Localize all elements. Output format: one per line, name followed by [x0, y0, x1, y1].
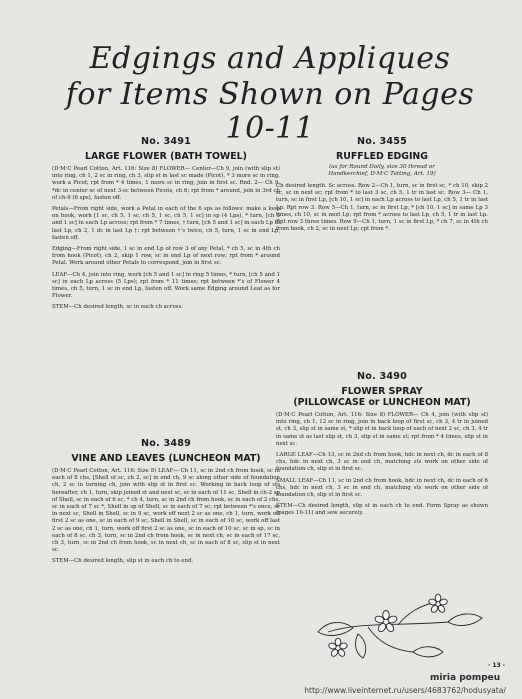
stem-line — [398, 602, 438, 625]
author-watermark: miria pompeu — [430, 673, 501, 683]
pattern-paragraph: SMALL LEAF—Ch 11, sc in 2nd ch from hook, hdc in next ch, dc in each of 6 chs, hdc in next ch, 3 sc in end ch, matching sts work on other side of foundation ch, slip st in first sc. — [276, 477, 488, 499]
pattern-paragraph: STEM—Ch desired length, slip st in each ch to end. Form Spray as shown (pages 10-11) and sew securely. — [276, 503, 488, 517]
pattern-name: LARGE FLOWER (BATH TOWEL) — [85, 151, 247, 162]
pattern-paragraph: (D·M·C Pearl Cotton, Art. 116: Size 8) LEAF— Ch 11, sc in 2nd ch from hook, sc in each of 8 chs, [Shell of sc, ch 2, sc] in end ch, 9 sc along other side of foundation ch, 2 sc in turning ch, join with slip st in first sc. Working in back loop of sts hereafter, ch 1, turn, skip joined st and next sc, sc in each of 11 sc, Shell in ch-2 sp of Shell, sc in each of 6 sc, * ch 4, turn, sc in 2nd ch from hook, sc in each of 2 chs, sc in each of 7 sc *, Shell in sp of Shell, sc in each of 7 sc; rpt between *'s once, sc in next sc, Shell in Shell, sc in 9 sc, work off next 2 sc as one, ch 1, turn, work off first 2 sc as one, sc in each of 9 sc, Shell in Shell, sc in each of 10 sc, work off last 2 sc as one, ch 1, turn, work off first 2 sc as one, sc in each of 10 sc, sc in sp, sc in each of 8 sc, ch 3, turn, sc in 2nd ch from hook, sc in next ch, sc in each of 17 sc, ch 3, turn, sc in 2nd ch from hook, sc in next ch, sc in each of 8 sc, slip st in next sc. — [52, 468, 280, 554]
pattern-paragraph: (D·M·C Pearl Cotton, Art. 116: Size 8) FLOWER— Ch 4, join (with slip st) into ring, ch 1, 12 sc in ring, join in back loop of first sc, ch 3, 4 tr in joined st, ch 3, slip st in same st, * slip st in back loop of each of next 2 sc, ch 3, 4 tr in same st as last slip st, ch 3, slip st in same st; rpt from * 4 times, slip st in next sc. — [276, 412, 488, 447]
pattern-3489-section — [52, 438, 280, 570]
page-number: · 13 · — [488, 662, 506, 669]
source-url-text: http://www.liveinternet.ru/users/4683762/hodusyata/ — [304, 686, 506, 695]
pattern-paragraph: Edging—From right side, 1 sc in end Lp of row 3 of any Petal, * ch 5, sc in 4th ch from hook (Picot), ch 2, skip 1 row, sc in end Lp of next row; rpt from * around Petal. Work around other Petals to correspond, join in first sc. — [52, 246, 280, 267]
pattern-subtitle-line-1: (as for Round Doily, size 30 thread or — [329, 164, 435, 170]
pattern-paragraph: Ch desired length. Sc across. Row 2—Ch 1, turn, sc in first sc, * ch 10, skip 2 sc, sc in next sc; rpt from * to last 3 sc, ch 5, 1 tr in last sc. Row 3— Ch 1, turn, sc in first Lp, [ch 10, 1 sc] in each Lp across to last Lp, ch 5, 1 tr in last Lp. Rpt row 3. Row 5—Ch 1, turn, sc in first Lp, * [ch 10, 1 sc] in same Lp 3 times, ch 10, sc in next Lp; rpt from * across to last Lp, ch 5, 1 tr in last Lp. Rpt row 3 three times. Row 9—Ch 1, turn, 1 sc in first Lp, * ch 7, sc in 4th ch from hook, ch 2, sc in next Lp; rpt from *. — [276, 183, 488, 233]
pattern-name-line-2: (PILLOWCASE or LUNCHEON MAT) — [293, 397, 471, 408]
pattern-3491-section — [52, 136, 280, 316]
leaf-shape — [356, 634, 366, 658]
source-url-watermark — [0, 686, 522, 699]
pattern-name: RUFFLED EDGING — [336, 151, 428, 162]
page-title-line-1: Edgings and Appliques — [89, 41, 451, 76]
pattern-name-line-1: FLOWER SPRAY — [341, 386, 423, 397]
pattern-name — [276, 386, 488, 408]
pattern-paragraph: (D·M·C Pearl Cotton, Art. 116: Size 8) FLOWER— Center—Ch 9, join (with slip st) into ring, ch 1, 2 sc in ring, ch 3, slip st in last sc made (Picot), * 3 more sc in ring, work a Picot; rpt from * 4 times, 1 more sc in ring, join in first sc. Rnd. 2— Ch 9, *dc in center sc of next 3-sc between Picots, ch 6; rpt from * around, join in 3rd ch of ch-9 (6 sps), fasten off. — [52, 166, 280, 201]
flower-shape — [428, 594, 448, 613]
pattern-number: No. 3455 — [357, 136, 407, 147]
pattern-paragraph: LEAF—Ch 4, join into ring, work [ch 5 and 1 sc] in ring 5 times, * turn, [ch 5 and 1 sc] in each Lp across (5 Lps); rpt from * 11 times; rpt between *'s of Flower 4 times, ch 5, turn, 1 sc in end Lp, fasten off. Work same Edging around Leaf as for Flower. — [52, 271, 280, 300]
flower-spray-illustration — [298, 592, 486, 668]
pattern-number: No. 3490 — [357, 371, 407, 382]
pattern-paragraph: STEM—Ch desired length, slip st in each ch to end. — [52, 558, 194, 565]
pattern-3455-section — [276, 136, 488, 237]
pattern-paragraph: STEM—Ch desired length, sc in each ch across. — [52, 304, 183, 311]
flower-shape — [328, 638, 348, 657]
pattern-number: No. 3489 — [141, 438, 191, 449]
leaf-shape — [318, 622, 353, 635]
pattern-name: VINE AND LEAVES (LUNCHEON MAT) — [71, 453, 261, 464]
page-title-line-2: for Items Shown on Pages 10-11 — [65, 77, 475, 146]
pattern-3490-section — [276, 371, 488, 522]
pattern-paragraph: LARGE LEAF—Ch 13, sc in 2nd ch from hook, hdc in next ch, dc in each of 8 chs, hdc in next ch, 3 sc in end ch, matching sts work on other side of foundation ch, slip st in first sc. — [276, 452, 488, 473]
pattern-number: No. 3491 — [141, 136, 191, 147]
pattern-paragraph: Petals—From right side, work a Petal in each of the 6 sps as follows: make a loop on hook, work [1 sc, ch 5, 1 sc, ch 5, 1 sc, ch 5, 1 sc] in sp (4 Lps), * turn, [ch 5 and 1 sc] in each Lp across; rpt from * 7 times, † turn, [ch 5 and 1 sc] in each Lp to last Lp, ch 2, 1 dc in last Lp †; rpt between †'s twice, ch 5, turn, 1 sc in end Lp, fasten off. — [52, 206, 280, 241]
pattern-subtitle — [276, 164, 488, 178]
leaf-shape — [448, 614, 482, 626]
flower-shape — [374, 611, 398, 634]
pattern-subtitle-line-2: Handkerchief, D·M·C Tatting, Art. 19) — [328, 171, 436, 177]
leaf-shape — [413, 647, 443, 657]
